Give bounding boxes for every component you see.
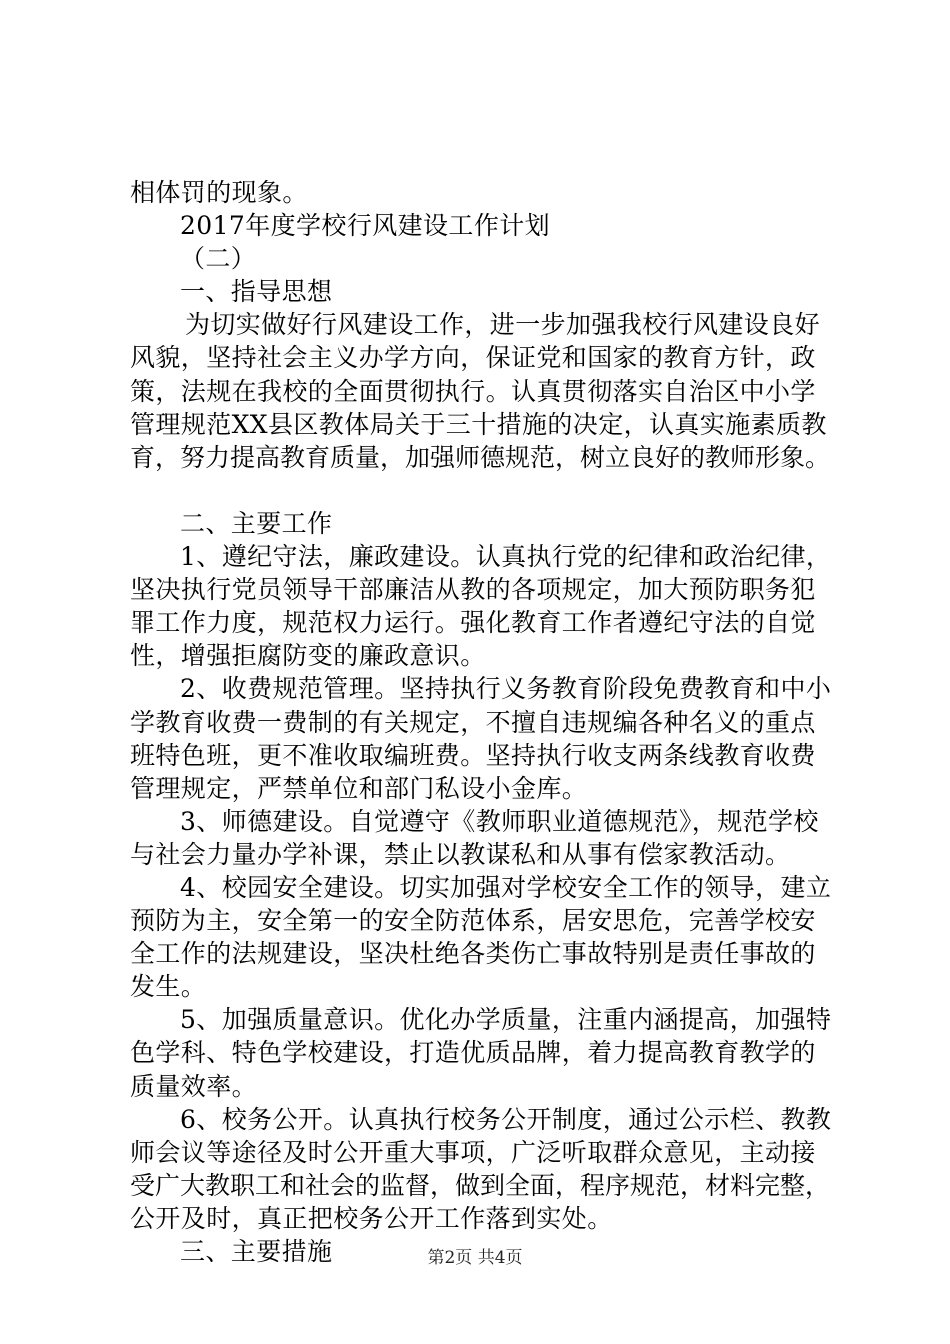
plan-title: 2017年度学校行风建设工作计划 — [180, 211, 551, 241]
page-footer: 第2页 共4页 — [427, 1248, 523, 1268]
document-body — [130, 176, 835, 1268]
text-line: 4、校园安全建设。切实加强对学校安全工作的领导，建立 — [180, 872, 832, 902]
text-line: 育，努力提高教育质量，加强师德规范，树立良好的教师形象。 — [130, 442, 831, 472]
text-line: 色学科、特色学校建设，打造优质品牌，着力提高教育教学的 — [130, 1038, 816, 1068]
section-heading: 一、指导思想 — [180, 277, 333, 307]
text-line: 管理规范XX县区教体局关于三十措施的决定，认真实施素质教 — [130, 409, 827, 439]
text-line: 受广大教职工和社会的监督，做到全面，程序规范，材料完整， — [130, 1170, 831, 1200]
section-heading: 二、主要工作 — [180, 508, 333, 538]
text-line: 罪工作力度，规范权力运行。强化教育工作者遵纪守法的自觉 — [130, 608, 816, 638]
plan-subtitle: （二） — [180, 244, 257, 274]
text-line: 学教育收费一费制的有关规定，不擅自违规编各种名义的重点 — [130, 707, 816, 737]
text-line: 坚决执行党员领导干部廉洁从教的各项规定，加大预防职务犯 — [130, 575, 816, 605]
text-line: 全工作的法规建设，坚决杜绝各类伤亡事故特别是责任事故的 — [130, 939, 816, 969]
section-heading: 三、主要措施 — [180, 1237, 333, 1266]
blank-line — [130, 474, 835, 507]
text-line: 性，增强拒腐防变的廉政意识。 — [130, 641, 486, 671]
text-line: 质量效率。 — [130, 1071, 258, 1101]
text-line: 预防为主，安全第一的安全防范体系，居安思危，完善学校安 — [130, 906, 816, 936]
text-line: 师会议等途径及时公开重大事项，广泛听取群众意见，主动接 — [130, 1137, 816, 1167]
text-line: 发生。 — [130, 972, 207, 1002]
text-line: 1、遵纪守法，廉政建设。认真执行党的纪律和政治纪律， — [180, 542, 832, 572]
text-line: 策，法规在我校的全面贯彻执行。认真贯彻落实自治区中小学 — [130, 376, 816, 406]
text-line: 为切实做好行风建设工作，进一步加强我校行风建设良好 — [185, 310, 821, 340]
text-line: 管理规定，严禁单位和部门私设小金库。 — [130, 773, 588, 803]
text-line: 5、加强质量意识。优化办学质量，注重内涵提高，加强特 — [180, 1005, 832, 1035]
text-line: 公开及时，真正把校务公开工作落到实处。 — [130, 1203, 613, 1233]
text-line: 与社会力量办学补课，禁止以教谋私和从事有偿家教活动。 — [130, 839, 791, 869]
text-line: 班特色班，更不准收取编班费。坚持执行收支两条线教育收费 — [130, 740, 816, 770]
text-line: 6、校务公开。认真执行校务公开制度，通过公示栏、教教 — [180, 1104, 832, 1134]
text-line: 3、师德建设。自觉遵守《教师职业道德规范》，规范学校 — [180, 806, 819, 836]
text-line: 风貌，坚持社会主义办学方向，保证党和国家的教育方针，政 — [130, 343, 816, 373]
text-line: 相体罚的现象。 — [130, 178, 308, 207]
text-line: 2、收费规范管理。坚持执行义务教育阶段免费教育和中小 — [180, 674, 832, 704]
